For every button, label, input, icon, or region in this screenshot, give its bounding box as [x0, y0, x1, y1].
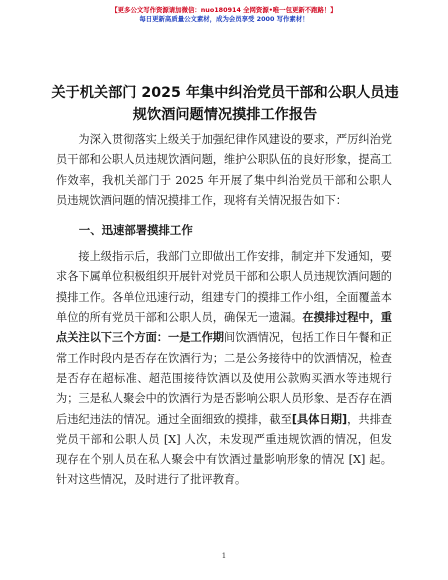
intro-paragraph: 为深入贯彻落实上级关于加强纪律作风建设的要求，严厉纠治党员干部和公职人员违规饮酒问题，维护公职队伍的良好形象，提高工作效率，我机关部门于 2025 年开展了集中纠治党员干部和公职人员违规饮酒问题的情况摸排工作，现将有关情况报告如下： [56, 133, 392, 207]
paragraph-text: ，共排查党员干部和公职人员 [X] 人次，未发现严重违规饮酒的情况，但发现存在个别人员在私人聚会中有饮酒过量影响形象的情况 [X] 起。针对这些情况，及时进行了批评教育。 [56, 412, 392, 487]
document-title: 关于机关部门 2025 年集中纠治党员干部和公职人员违规饮酒问题情况摸排工作报告 [51, 85, 399, 123]
document-body [56, 130, 392, 491]
section-heading: 一、迅速部署摸排工作 [78, 223, 193, 238]
paragraph-text: 间饮酒情况，包括工作日午餐和正常工作时段内是否存在饮酒行为；二是公务接待中的饮酒情况，检查是否存在超标准、超范围接待饮酒以及使用公款购买酒水等违规行为；三是私人聚会中的饮酒行为是否影响公职人员形象、是否存在酒后违纪违法的情况。通过全面细致的摸排，截至 [56, 331, 392, 426]
promo-banner-line1: 【更多公文写作资源请加微信：nuo180914 全网资源•唯一包更新不跑路！】 [111, 6, 337, 14]
promo-banner [0, 6, 448, 24]
page-number: 1 [221, 552, 227, 560]
placeholder-date: [具体日期] [291, 412, 348, 426]
emphasis-text: 在摸排过程中，重点关注以下三个方面：一是工作期 [56, 311, 392, 345]
paragraph-text: 接上级指示后，我部门立即做出工作安排，制定并下发通知，要求各下属单位积极组织开展针对党员干部和公职人员违规饮酒问题的摸排工作。各单位迅速行动，组建专门的摸排工作小组，全面覆盖本单位的所有党员干部和公职人员，确保无一遗漏。 [56, 250, 392, 325]
section-paragraph [56, 247, 392, 491]
promo-banner-line2: 每日更新高质量公文素材，成为会员享受 2000 写作素材！ [139, 15, 309, 23]
